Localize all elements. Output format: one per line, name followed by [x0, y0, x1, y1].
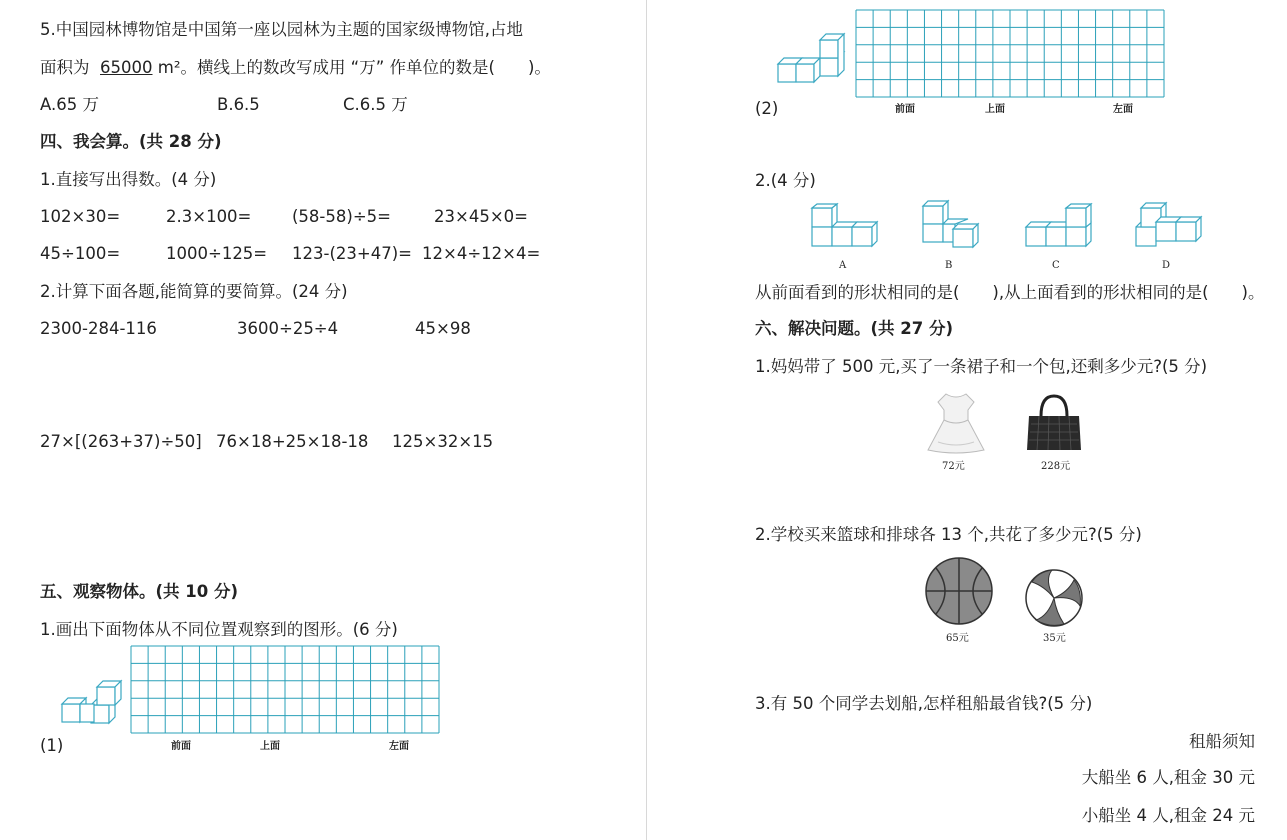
cube-option-c [1024, 204, 1092, 248]
view-label-front: 前面 [171, 741, 191, 752]
bag-price: 228元 [1041, 461, 1071, 472]
big-boat-rule: 大船坐 6 人,租金 30 元 [1081, 768, 1255, 787]
calc-item: (58-58)÷5= [292, 207, 391, 226]
drawing-grid-1[interactable] [131, 646, 439, 733]
s6-q3: 3.有 50 个同学去划船,怎样租船最省钱?(5 分) [755, 694, 1093, 713]
q5-option-a: A.65 万 [40, 95, 99, 114]
q5-line1: 5.中国园林博物馆是中国第一座以园林为主题的国家级博物馆,占地 [40, 20, 523, 39]
q5-unit: m² [157, 58, 181, 77]
s6-q1: 1.妈妈带了 500 元,买了一条裙子和一个包,还剩多少元?(5 分) [755, 357, 1208, 376]
page-divider [646, 0, 647, 840]
view-label-left: 左面 [389, 741, 409, 752]
cube-figure-1 [60, 678, 122, 728]
view-label-left: 左面 [1113, 104, 1133, 115]
view-label-top: 上面 [985, 104, 1005, 115]
calc-item: 23×45×0= [434, 207, 528, 226]
calc-item: 125×32×15 [392, 432, 494, 451]
basketball-image [924, 556, 994, 626]
calc-item: 3600÷25÷4 [237, 319, 339, 338]
dress-price: 72元 [942, 461, 965, 472]
cube-figure-2 [776, 36, 846, 88]
q5-prefix: 面积为 [40, 58, 90, 77]
q5-suffix: 。横线上的数改写成用 “万” 作单位的数是( )。 [180, 58, 551, 77]
calc-item: 12×4÷12×4= [422, 244, 541, 263]
calc-item: 27×[(263+37)÷50] [40, 432, 202, 451]
section6-title: 六、解决问题。(共 27 分) [755, 319, 954, 338]
option-label: B [945, 260, 953, 271]
option-label: D [1162, 260, 1171, 271]
cube-option-d [1134, 200, 1202, 248]
figure-label-1: (1) [40, 736, 64, 755]
volleyball-price: 35元 [1043, 633, 1066, 644]
s4-q1-title: 1.直接写出得数。(4 分) [40, 170, 217, 189]
view-label-top: 上面 [260, 741, 280, 752]
cube-option-b [921, 200, 985, 250]
section4-title: 四、我会算。(共 28 分) [40, 132, 222, 151]
s6-q2: 2.学校买来篮球和排球各 13 个,共花了多少元?(5 分) [755, 525, 1142, 544]
boat-notice-title: 租船须知 [1189, 732, 1255, 751]
calc-item: 123-(23+47)= [292, 244, 412, 263]
small-boat-rule: 小船坐 4 人,租金 24 元 [1081, 806, 1255, 825]
calc-item: 45×98 [415, 319, 471, 338]
q5-option-c: C.6.5 万 [343, 95, 408, 114]
basketball-price: 65元 [946, 633, 969, 644]
calc-item: 2300-284-116 [40, 319, 157, 338]
calc-item: 1000÷125= [166, 244, 268, 263]
calc-item: 2.3×100= [166, 207, 252, 226]
view-label-front: 前面 [895, 104, 915, 115]
drawing-grid-2[interactable] [856, 10, 1164, 97]
s5-q1-title: 1.画出下面物体从不同位置观察到的图形。(6 分) [40, 620, 398, 639]
q5-option-b: B.6.5 [217, 95, 260, 114]
q5-area-value: 65000 [100, 58, 153, 77]
s4-q2-title: 2.计算下面各题,能简算的要简算。(24 分) [40, 282, 348, 301]
section5-title: 五、观察物体。(共 10 分) [40, 582, 239, 601]
r-q2-question: 从前面看到的形状相同的是( ),从上面看到的形状相同的是( )。 [755, 283, 1265, 302]
figure-label-2: (2) [755, 99, 779, 118]
option-label: C [1052, 260, 1060, 271]
volleyball-image [1024, 568, 1084, 628]
calc-item: 76×18+25×18-18 [216, 432, 369, 451]
calc-item: 45÷100= [40, 244, 121, 263]
handbag-image [1025, 392, 1083, 454]
q5-line2 [40, 58, 551, 78]
r-q2-title: 2.(4 分) [755, 171, 816, 190]
calc-item: 102×30= [40, 207, 121, 226]
cube-option-a [810, 204, 878, 248]
dress-image [926, 392, 986, 456]
option-label: A [839, 260, 847, 271]
